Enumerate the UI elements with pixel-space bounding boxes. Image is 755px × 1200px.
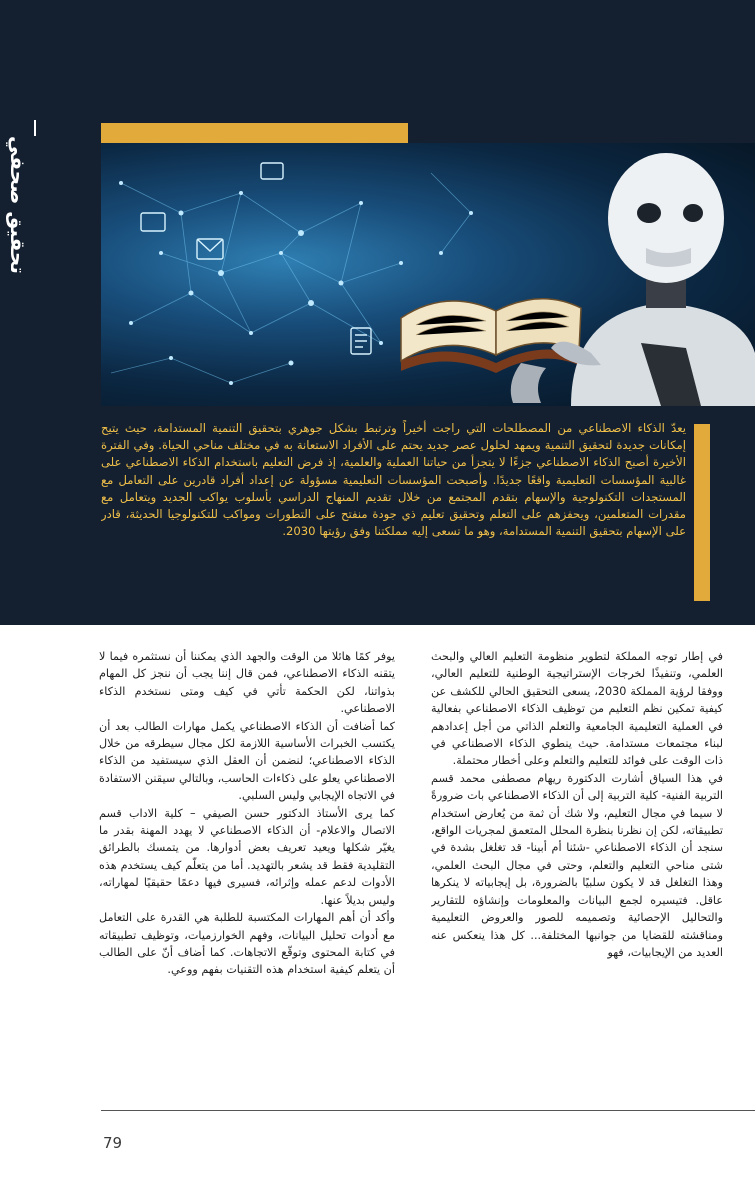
robot-reading-book-illustration xyxy=(101,143,755,406)
paragraph: في هذا السياق أشارت الدكتورة ريهام مصطفى محمد قسم التربية الفنية- كلية التربية إلى أن الذكاء الاصطناعي بات ضرورةً لا سيما في مجال التعليم، ولا شك أن ثمة من يُعارض استخدام تطبيقاته، لكن إن نظرنا بنظرة المحلل المتعمق لمجريات الواقع، سنجد أن الذكاء الاصطناعي -شئنا أم أبينا- قد تغلغل بشدة في شتى مناحي التعليم والتعلم، وحتى في مجال البحث العلمي، وهذا التغلغل قد لا يكون سلبيًا بالضرورة، بل إيجابياته لا ينكرها عاقل. فتيسيره لجمع البيانات والمعلومات وإنشاؤه للتقارير والتحاليل الإحصائية وتصميمه للصور والعروض التعليمية ومناقشته للقضايا من جوانبها المختلفة... كل هذا ينعكس عنه العديد من الإيجابيات، فهو xyxy=(431,771,723,959)
gold-accent-bar xyxy=(101,123,408,143)
article-column-right xyxy=(431,648,723,1068)
robot xyxy=(511,153,755,406)
network-nodes xyxy=(119,181,473,385)
page-number: 79 xyxy=(103,1134,123,1152)
hero-image xyxy=(101,143,755,406)
paragraph: كما يرى الأستاذ الدكتور حسن الصيفي – كلية الاداب قسم الاتصال والاعلام- أن الذكاء الاصطناعي لا يهدد المهنة بقدر ما يغيّر شكلها ويعيد تعريف بعض أدوارها. من يتمسك بالطرائق التقليدية فقط قد يشعر بالتهديد. أما من يتعلّم كيف يستخدم هذه الأدوات لدعم عمله وإثرائه، فسيرى فيها دعمًا حقيقيًا لمهاراته، وليس بديلاً عنها. xyxy=(99,806,395,907)
section-title-tick xyxy=(34,120,36,136)
paragraph: في إطار توجه المملكة لتطوير منظومة التعليم العالي والبحث العلمي، وتنفيذًا لخرجات الإستراتيجية الوطنية للتعليم العالي، ووفقا لرؤية المملكة 2030، يسعى التحقيق الحالي للكشف عن كيفية تمكين نظم التعليم من توظيف الذكاء الاصطناعي بفعالية في العملية التعليمية الجامعية والتعلم الذاتي من أجل إعدادهم لبناء مجتمعات مستدامة. حيث ينطوي الذكاء الاصطناعي في ذات الوقت على فوائد للتعليم والتعلم وعلى أخطار محتملة. xyxy=(431,650,723,768)
section-title: تحقيق صحفي xyxy=(6,136,30,274)
paragraph: كما أضافت أن الذكاء الاصطناعي يكمل مهارات الطالب بعد أن يكتسب الخبرات الأساسية اللازمة لكل مجال سيطرقه من خلال الذكاء الاصطناعي؛ لنضمن أن العقل الذي سيستفيد من الذكاء الاصطناعي يعلو على ذكاءات الحاسب، وبالتالي سيقنن الاستفادة في الاتجاه الإيجابي وليس السلبي. xyxy=(99,719,395,803)
paragraph: وأكد أن أهم المهارات المكتسبة للطلبة هي القدرة على التعامل مع أدوات تحليل البيانات، وفهم الخوارزميات، وتوظيف تطبيقاته في كتابة المحتوى وتوقّع الاتجاهات. كما أضاف أنّ على الطالب أن يتعلم كيفية استخدام هذه التقنيات بفهم ووعي. xyxy=(99,911,395,977)
footer-divider xyxy=(101,1110,755,1111)
hero-icons xyxy=(141,163,371,354)
intro-paragraph: يعدّ الذكاء الاصطناعي من المصطلحات التي راجت أخيراً وترتبط بشكل جوهري بتحقيق التنمية المستدامة، حيث يتيح إمكانات جديدة لتحقيق التنمية ويمهد لحلول عصر جديد يحتم على الأفراد الاستعانة به في مختلف مناحي الحياة. وفي الفترة الأخيرة أصبح الذكاء الاصطناعي جزءًا لا يتجزأ من حياتنا العملية والعلمية، إذ فرض التعليم باستخدام الذكاء الاصطناعي على غالبية المؤسسات التعليمية واقعًا جديدًا. وأصبحت المؤسسات التعليمية مسؤولة عن إعداد أفراد قادرين على التعامل مع المستجدات التكنولوجية والإسهام بتقدم المجتمع من خلال تقديم المنهاج الدراسي بأسلوب يواكب الجديد ويتعامل مع مقدرات المتعلمين، ويحفزهم على التعلم وتحقيق تعليم ذي جودة منفتح على التطورات ومواكب للتكنولوجيا الحديثة، قادر على الإسهام بتحقيق التنمية المستدامة، وهو ما تسعى إليه مملكتنا وفق رؤيتها 2030. xyxy=(101,421,686,539)
article-column-left xyxy=(99,648,395,1068)
intro-accent-bar xyxy=(694,424,710,601)
paragraph: يوفر كمًا هائلا من الوقت والجهد الذي يمكننا أن نستثمره فيما لا يتقنه الذكاء الاصطناعي، فمن قال إننا يجب أن ننجز كل المهام بذواتنا، لكن الحكمة تأتي في كيف ومتى نستخدم الذكاء الاصطناعي. xyxy=(99,650,395,716)
book xyxy=(401,299,581,373)
